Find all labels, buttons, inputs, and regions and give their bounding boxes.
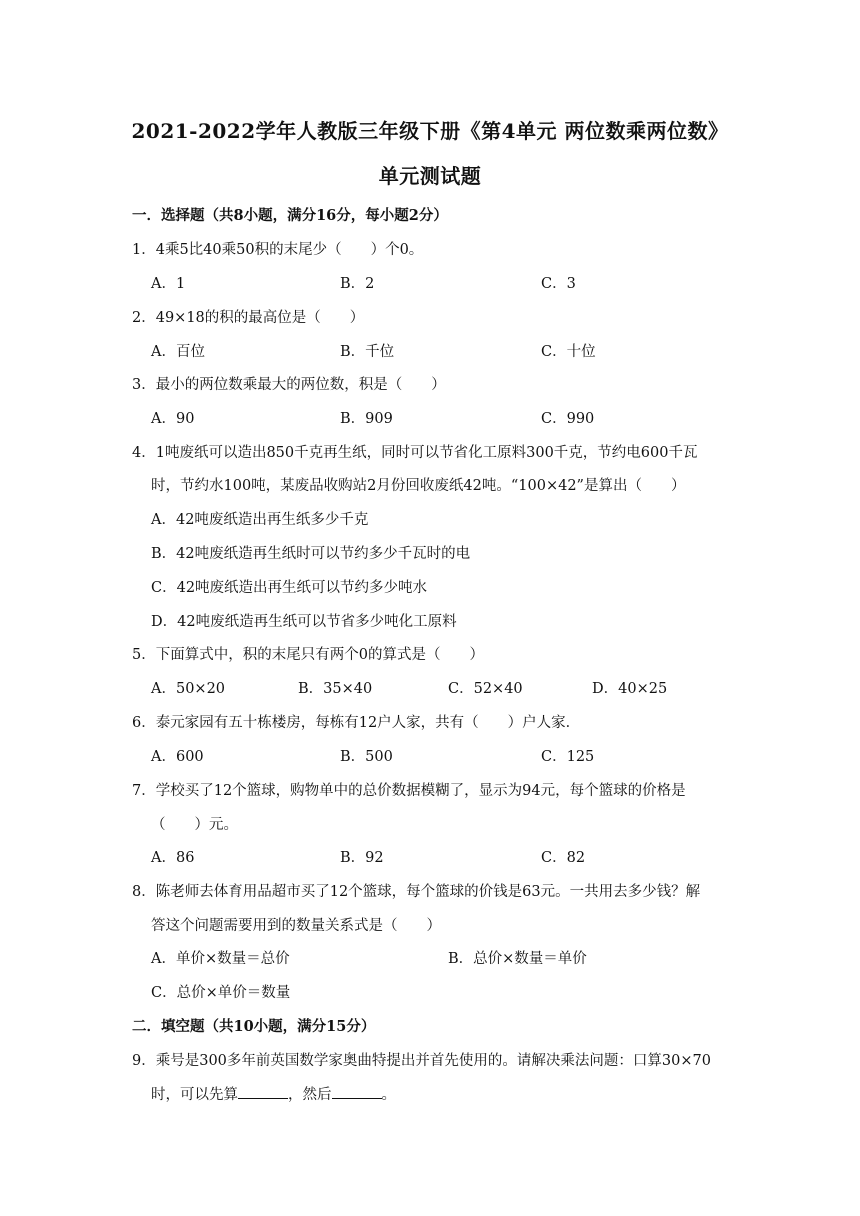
q7-option-c: C．82 — [541, 850, 586, 866]
q5-option-b: B．35×40 — [298, 681, 373, 697]
document-title: 2021-2022学年人教版三年级下册《第4单元 两位数乘两位数》 — [131, 119, 729, 143]
question-4-line1: 4．1吨废纸可以造出850千克再生纸，同时可以节省化工原料300千克，节约电600千瓦 — [132, 445, 698, 461]
q7-option-a: A．86 — [151, 850, 195, 866]
q8-option-a: A．单价×数量＝总价 — [151, 951, 290, 967]
q2-option-b: B．千位 — [340, 344, 395, 360]
question-2: 2．49×18的积的最高位是（ ） — [132, 310, 365, 326]
q2-option-c: C．十位 — [541, 344, 596, 360]
q9-text-b: ，然后 — [288, 1087, 332, 1103]
question-4-line2: 时，节约水100吨，某废品收购站2月份回收废纸42吨。“100×42”是算出（ ） — [151, 478, 686, 494]
q9-text-c: 。 — [381, 1087, 396, 1103]
q5-option-c: C．52×40 — [448, 681, 523, 697]
q8-option-b: B．总价×数量＝单价 — [448, 951, 587, 967]
q4-option-b: B．42吨废纸造再生纸时可以节约多少千瓦时的电 — [151, 546, 471, 562]
q7-option-b: B．92 — [340, 850, 384, 866]
q1-option-b: B．2 — [340, 276, 375, 292]
question-7-line2: （ ）元。 — [151, 817, 238, 833]
question-9-line2 — [151, 1083, 396, 1104]
q9-text-a: 时，可以先算 — [151, 1087, 238, 1103]
q4-option-c: C．42吨废纸造出再生纸可以节约多少吨水 — [151, 580, 428, 596]
question-5: 5．下面算式中，积的末尾只有两个0的算式是（ ） — [132, 647, 484, 663]
q6-option-c: C．125 — [541, 749, 595, 765]
q4-option-d: D．42吨废纸造再生纸可以节省多少吨化工原料 — [151, 614, 457, 630]
answer-blank-2[interactable] — [332, 1084, 382, 1099]
q1-option-c: C．3 — [541, 276, 576, 292]
q3-option-b: B．909 — [340, 411, 393, 427]
q6-option-b: B．500 — [340, 749, 393, 765]
document-subtitle: 单元测试题 — [378, 164, 482, 188]
q8-option-c: C．总价×单价＝数量 — [151, 985, 291, 1001]
question-8-line1: 8．陈老师去体育用品超市买了12个篮球，每个篮球的价钱是63元。一共用去多少钱？解 — [132, 884, 701, 900]
q5-option-d: D．40×25 — [592, 681, 668, 697]
q1-option-a: A．1 — [151, 276, 186, 292]
question-3: 3．最小的两位数乘最大的两位数，积是（ ） — [132, 377, 446, 393]
question-1: 1．4乘5比40乘50积的末尾少（ ）个0。 — [132, 242, 424, 258]
q3-option-a: A．90 — [151, 411, 195, 427]
answer-blank-1[interactable] — [238, 1084, 288, 1099]
question-6: 6．泰元家园有五十栋楼房，每栋有12户人家，共有（ ）户人家． — [132, 715, 581, 731]
question-9-line1: 9．乘号是300多年前英国数学家奥曲特提出并首先使用的。请解决乘法问题：口算30×70 — [132, 1053, 711, 1069]
q6-option-a: A．600 — [151, 749, 204, 765]
q3-option-c: C．990 — [541, 411, 595, 427]
section-heading-choice: 一．选择题（共8小题，满分16分，每小题2分） — [132, 207, 448, 224]
q4-option-a: A．42吨废纸造出再生纸多少千克 — [151, 512, 369, 528]
section-heading-fill-blank: 二．填空题（共10小题，满分15分） — [132, 1018, 376, 1035]
question-8-line2: 答这个问题需要用到的数量关系式是（ ） — [151, 918, 441, 934]
question-7-line1: 7．学校买了12个篮球，购物单中的总价数据模糊了，显示为94元，每个篮球的价格是 — [132, 783, 686, 799]
q2-option-a: A．百位 — [151, 344, 205, 360]
q5-option-a: A．50×20 — [151, 681, 226, 697]
